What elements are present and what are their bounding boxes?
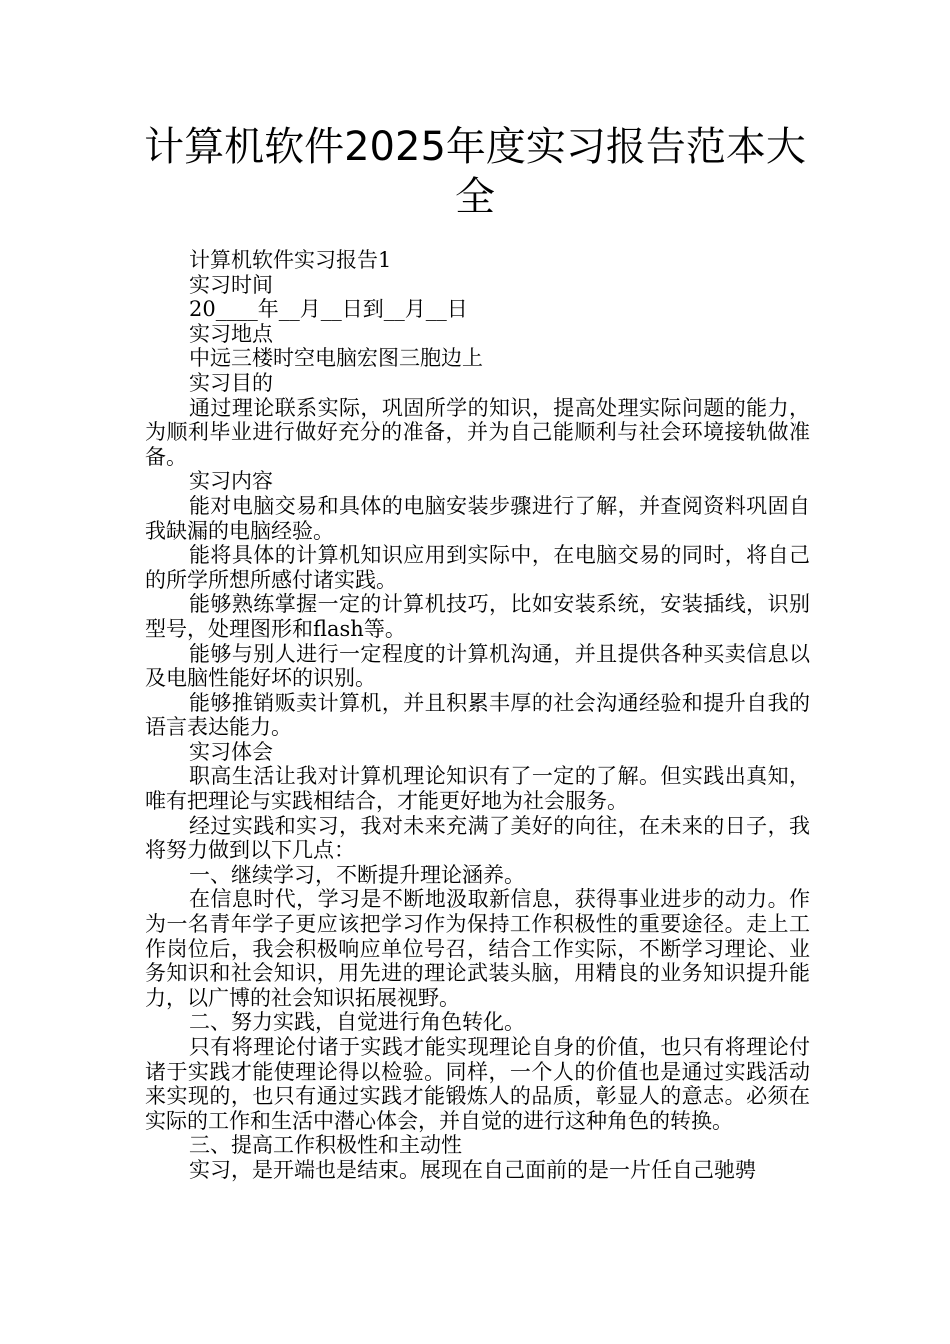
paragraph: 20____年__月__日到__月__日 bbox=[189, 297, 468, 322]
paragraph: 实习体会 bbox=[189, 739, 273, 764]
paragraph: 一、继续学习，不断提升理论涵养。 bbox=[189, 862, 525, 887]
paragraph: 能对电脑交易和具体的电脑安装步骤进行了解，并查阅资料巩固自我缺漏的电脑经验。 bbox=[145, 493, 810, 543]
paragraph: 三、提高工作积极性和主动性 bbox=[189, 1133, 462, 1158]
document-body bbox=[145, 248, 810, 1183]
paragraph: 计算机软件实习报告1 bbox=[189, 248, 392, 272]
paragraph: 实习时间 bbox=[189, 272, 273, 297]
paragraph: 能够推销贩卖计算机，并且积累丰厚的社会沟通经验和提升自我的语言表达能力。 bbox=[145, 690, 810, 740]
paragraph: 二、努力实践，自觉进行角色转化。 bbox=[189, 1010, 525, 1035]
paragraph: 能够熟练掌握一定的计算机技巧，比如安装系统，安装插线，识别型号，处理图形和flash等。 bbox=[145, 592, 810, 641]
paragraph: 在信息时代，学习是不断地汲取新信息，获得事业进步的动力。作为一名青年学子更应该把学习作为保持工作积极性的重要途径。走上工作岗位后，我会积极响应单位号召，结合工作实际，不断学习理论、业务知识和社会知识，用先进的理论武装头脑，用精良的业务知识提升能力，以广博的社会知识拓展视野。 bbox=[145, 887, 810, 1010]
paragraph: 职高生活让我对计算机理论知识有了一定的了解。但实践出真知，唯有把理论与实践相结合，才能更好地为社会服务。 bbox=[145, 764, 810, 814]
paragraph: 能够与别人进行一定程度的计算机沟通，并且提供各种买卖信息以及电脑性能好坏的识别。 bbox=[145, 641, 810, 691]
document-title: 计算机软件2025年度实习报告范本大全 bbox=[144, 124, 806, 220]
paragraph: 中远三楼时空电脑宏图三胞边上 bbox=[189, 346, 483, 371]
paragraph: 实习，是开端也是结束。展现在自己面前的是一片任自己驰骋 bbox=[189, 1157, 756, 1182]
paragraph: 实习目的 bbox=[189, 370, 273, 395]
paragraph: 经过实践和实习，我对未来充满了美好的向往，在未来的日子，我将努力做到以下几点： bbox=[145, 813, 810, 863]
paragraph: 通过理论联系实际，巩固所学的知识，提高处理实际问题的能力，为顺利毕业进行做好充分的准备，并为自己能顺利与社会环境接轨做准备。 bbox=[145, 395, 810, 469]
paragraph: 只有将理论付诸于实践才能实现理论自身的价值，也只有将理论付诸于实践才能使理论得以检验。同样，一个人的价值也是通过实践活动来实现的，也只有通过实践才能锻炼人的品质，彰显人的意志。必须在实际的工作和生活中潜心体会，并自觉的进行这种角色的转换。 bbox=[145, 1035, 810, 1133]
paragraph: 实习内容 bbox=[189, 469, 273, 494]
paragraph: 实习地点 bbox=[189, 321, 273, 346]
paragraph: 能将具体的计算机知识应用到实际中，在电脑交易的同时，将自己的所学所想所感付诸实践。 bbox=[145, 543, 810, 592]
